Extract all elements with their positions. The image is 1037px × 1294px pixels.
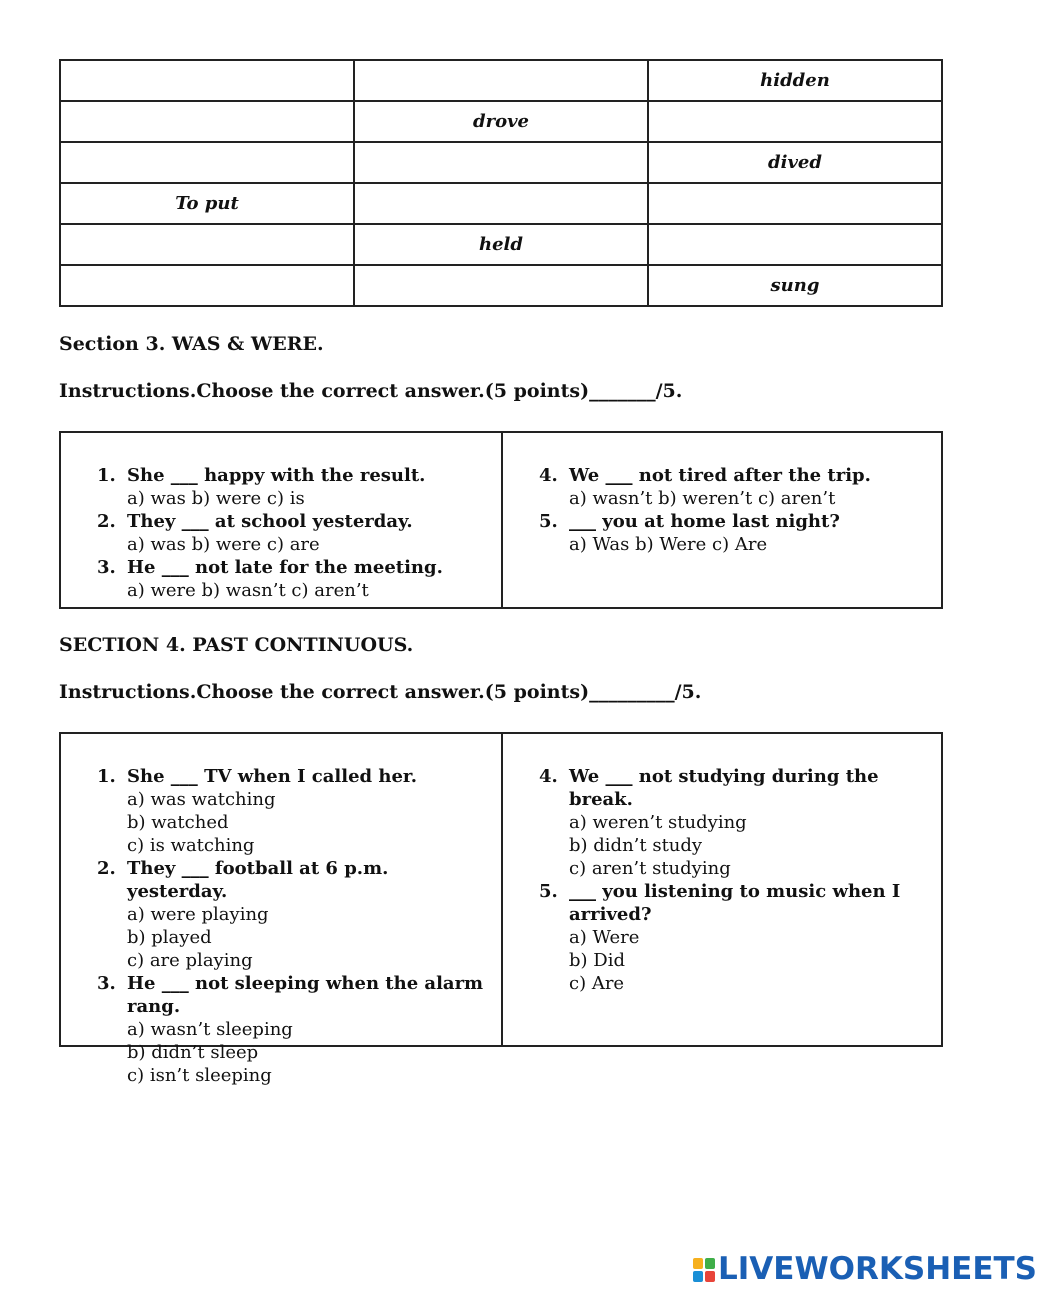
answer-option[interactable]: a) was watching (127, 789, 276, 810)
verb-table-cell: dived (648, 142, 942, 183)
verb-table-cell (354, 142, 648, 183)
question-number: 4. (539, 766, 558, 787)
answer-option[interactable]: c) Are (569, 973, 625, 994)
verb-table-cell: held (354, 224, 648, 265)
logo-square-green (705, 1258, 715, 1269)
verb-table-cell (60, 142, 354, 183)
question-number: 1. (97, 465, 116, 486)
verb-table-row (60, 224, 942, 265)
answer-option[interactable]: a) wasn’t sleeping (127, 1019, 293, 1040)
question-number: 2. (97, 858, 116, 879)
question-item (539, 510, 933, 556)
verb-table-cell (354, 183, 648, 224)
question-text: ___ you listening to music when I arrived? (569, 881, 901, 925)
question-number: 1. (97, 766, 116, 787)
question-body (127, 556, 493, 602)
logo-square-blue (693, 1271, 703, 1282)
question-body (127, 464, 493, 510)
liveworksheets-logo[interactable] (693, 1251, 1037, 1287)
verb-table-cell (60, 224, 354, 265)
verb-table-cell (354, 60, 648, 101)
answer-option[interactable]: a) Were (569, 927, 640, 948)
section4-instructions: Instructions.Choose the correct answer.(5 points)_________/5. (59, 681, 702, 703)
answer-option[interactable]: a) was b) were c) are (127, 534, 320, 555)
question-body (569, 464, 933, 510)
question-body (127, 510, 493, 556)
verb-table-cell: To put (60, 183, 354, 224)
question-number: 4. (539, 465, 558, 486)
question-body (569, 880, 933, 995)
question-text: We ___ not studying during the break. (569, 766, 879, 810)
question-text: ___ you at home last night? (569, 511, 840, 532)
question-body (569, 510, 933, 556)
section3-left-column (61, 433, 501, 607)
verb-table-row (60, 265, 942, 306)
answer-option[interactable]: c) are playing (127, 950, 253, 971)
question-text: They ___ at school yesterday. (127, 511, 413, 532)
verb-table-cell: hidden (648, 60, 942, 101)
answer-option[interactable]: a) Was b) Were c) Are (569, 534, 768, 555)
question-item (97, 556, 493, 602)
answer-option[interactable]: b) watched (127, 812, 229, 833)
question-body (569, 765, 933, 880)
question-number: 3. (97, 557, 116, 578)
answer-option[interactable]: b) Did (569, 950, 625, 971)
question-text: He ___ not sleeping when the alarm rang. (127, 973, 484, 1017)
verb-table-cell (648, 183, 942, 224)
answer-option[interactable]: b) didn’t study (569, 835, 703, 856)
logo-text: LIVEWORKSHEETS (718, 1251, 1037, 1287)
question-item (97, 765, 493, 857)
verb-table-row (60, 60, 942, 101)
section4-question-box (59, 732, 943, 1086)
answer-option[interactable]: b) didn’t sleep (127, 1042, 259, 1063)
section4-right-column (501, 734, 941, 1045)
answer-option[interactable]: a) were b) wasn’t c) aren’t (127, 580, 369, 601)
answer-option[interactable]: a) wasn’t b) weren’t c) aren’t (569, 488, 836, 509)
section4-title: SECTION 4. PAST CONTINUOUS. (59, 634, 414, 656)
question-body (127, 972, 493, 1087)
verb-table-cell (60, 265, 354, 306)
question-body (127, 765, 493, 857)
section3-right-column (501, 433, 941, 607)
verb-table-cell (648, 101, 942, 142)
liveworksheets-logo-icon (693, 1258, 715, 1282)
question-number: 3. (97, 973, 116, 994)
answer-option[interactable]: a) were playing (127, 904, 269, 925)
verb-table-cell (354, 265, 648, 306)
question-number: 5. (539, 511, 558, 532)
question-item (97, 972, 493, 1087)
logo-square-yellow (693, 1258, 703, 1269)
section3-instructions: Instructions.Choose the correct answer.(5 points)_______/5. (59, 380, 683, 402)
question-text: They ___ football at 6 p.m. yesterday. (127, 858, 389, 902)
verb-table-row (60, 183, 942, 224)
verb-table-cell: sung (648, 265, 942, 306)
question-text: She ___ happy with the result. (127, 465, 426, 486)
logo-square-red (705, 1271, 715, 1282)
question-text: We ___ not tired after the trip. (569, 465, 871, 486)
verb-table-cell (60, 60, 354, 101)
verb-table-cell (648, 224, 942, 265)
verb-table (59, 59, 943, 307)
section4-left-column (61, 734, 501, 1086)
answer-option[interactable]: c) is watching (127, 835, 255, 856)
answer-option[interactable]: c) aren’t studying (569, 858, 731, 879)
verb-table-row (60, 101, 942, 142)
section3-title: Section 3. WAS & WERE. (59, 333, 324, 355)
verb-table-cell (60, 101, 354, 142)
question-text: He ___ not late for the meeting. (127, 557, 443, 578)
answer-option[interactable]: a) weren’t studying (569, 812, 747, 833)
question-body (127, 857, 493, 972)
section3-question-box (59, 431, 943, 609)
answer-option[interactable]: b) played (127, 927, 212, 948)
verb-table-row (60, 142, 942, 183)
question-item (97, 510, 493, 556)
answer-option[interactable]: c) isn’t sleeping (127, 1065, 272, 1086)
question-item (97, 857, 493, 972)
question-item (539, 880, 933, 995)
question-text: She ___ TV when I called her. (127, 766, 418, 787)
verb-table-cell: drove (354, 101, 648, 142)
question-item (539, 464, 933, 510)
question-item (97, 464, 493, 510)
question-item (539, 765, 933, 880)
question-number: 2. (97, 511, 116, 532)
question-number: 5. (539, 881, 558, 902)
answer-option[interactable]: a) was b) were c) is (127, 488, 305, 509)
